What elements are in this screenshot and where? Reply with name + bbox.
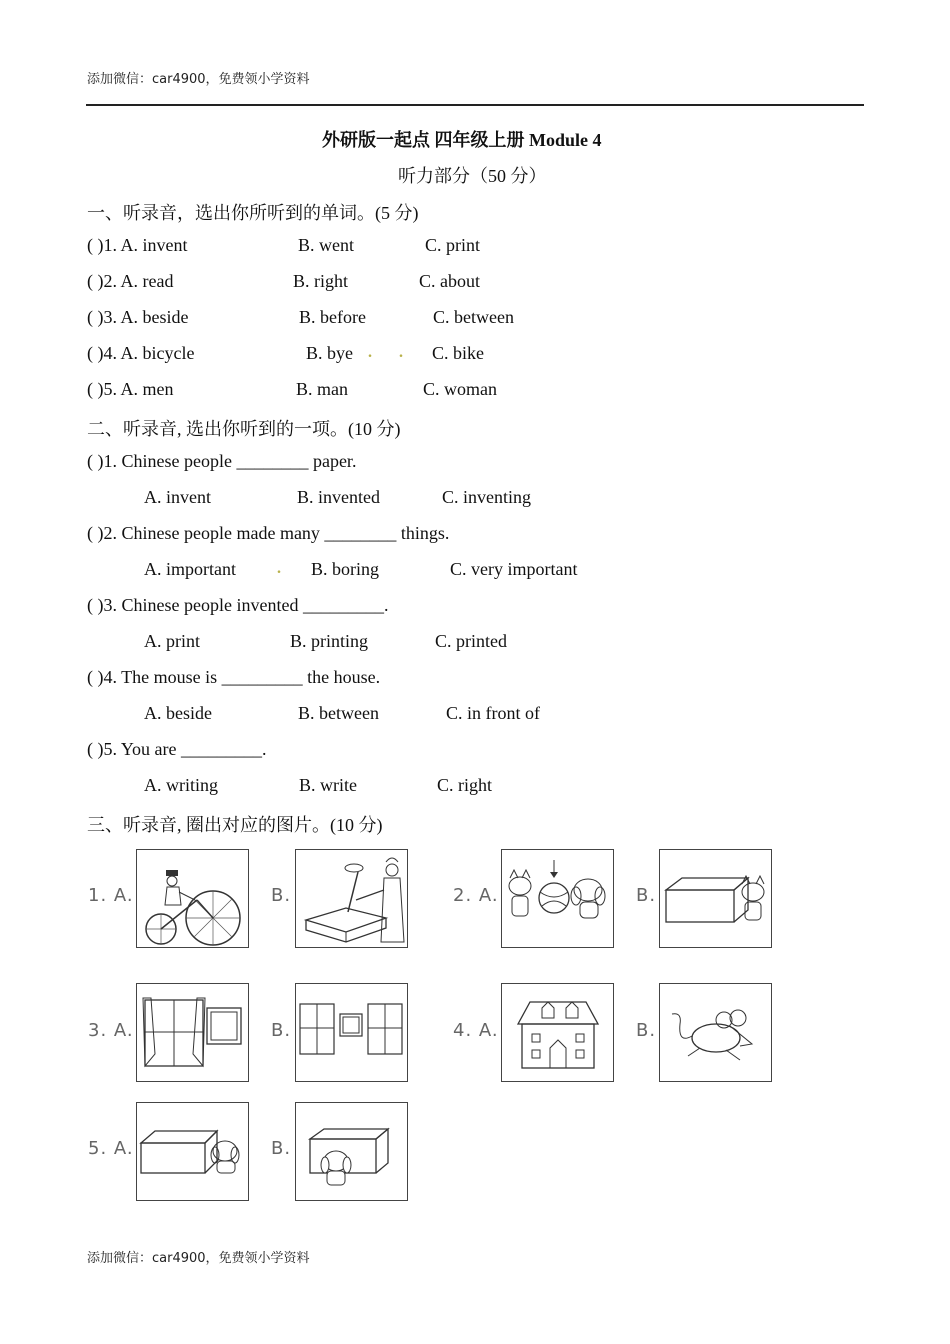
s2-q2-question: ( )2. Chinese people made many ________ things. (87, 523, 450, 543)
q1-b-label: B. (271, 885, 292, 906)
s2-q5-question: ( )5. You are _________. (87, 739, 267, 759)
s1-q1-b: B. went (298, 235, 354, 255)
s2-q3-c: C. printed (435, 631, 507, 651)
s2-q2-a: A. important (144, 559, 236, 579)
s2-q1-c: C. inventing (442, 487, 531, 507)
speck: . (368, 344, 372, 361)
q2-b-picture-cat-beside-box[interactable] (659, 849, 772, 948)
s2-q5-c: C. right (437, 775, 493, 795)
q4-b-picture-mouse[interactable] (659, 983, 772, 1082)
q5-b-label: B. (271, 1138, 292, 1159)
q1-a-picture-bicycle[interactable] (136, 849, 249, 948)
q3-a-picture-window[interactable] (136, 983, 249, 1082)
q4-b-label: B. (636, 1020, 657, 1041)
page-title: 外研版一起点 四年级上册 Module 4 (322, 130, 602, 150)
s2-q5-a: A. writing (144, 775, 218, 795)
s1-q3-a: ( )3. A. beside (87, 307, 189, 327)
s2-q5-b: B. write (299, 775, 357, 795)
q1-b-picture-papermaking[interactable] (295, 849, 408, 948)
speck: . (399, 344, 403, 361)
q2-a-picture-ball-between[interactable] (501, 849, 614, 948)
s2-q4-b: B. between (298, 703, 379, 723)
s2-q4-question: ( )4. The mouse is _________ the house. (87, 667, 381, 687)
q4-a-label: 4. A. (453, 1020, 499, 1041)
s2-q4-c: C. in front of (446, 703, 540, 723)
s1-q2-c: C. about (419, 271, 480, 291)
s1-q4-a: ( )4. A. bicycle (87, 343, 195, 363)
q5-a-picture-dog-beside-box[interactable] (136, 1102, 249, 1201)
s2-q1-question: ( )1. Chinese people ________ paper. (87, 451, 357, 471)
s1-q1-c: C. print (425, 235, 481, 255)
q3-a-label: 3. A. (88, 1020, 134, 1041)
s1-q3-c: C. between (433, 307, 514, 327)
q5-a-label: 5. A. (88, 1138, 134, 1159)
s1-q5-a: ( )5. A. men (87, 379, 174, 399)
s2-q3-question: ( )3. Chinese people invented _________. (87, 595, 389, 615)
header-divider (86, 104, 864, 106)
s1-q2-a: ( )2. A. read (87, 271, 174, 291)
section-3-heading: 三、听录音, 圈出对应的图片。(10 分) (87, 815, 383, 835)
speck: . (277, 560, 281, 577)
s2-q4-a: A. beside (144, 703, 212, 723)
q5-b-picture-dog-in-front-of-box[interactable] (295, 1102, 408, 1201)
s2-q1-a: A. invent (144, 487, 211, 507)
q2-b-label: B. (636, 885, 657, 906)
q3-b-label: B. (271, 1020, 292, 1041)
section-2-heading: 二、听录音, 选出你听到的一项。(10 分) (87, 419, 401, 439)
q3-b-picture-picture-between-windows[interactable] (295, 983, 408, 1082)
s2-q2-b: B. boring (311, 559, 380, 579)
s1-q2-b: B. right (293, 271, 349, 291)
q4-a-picture-house[interactable] (501, 983, 614, 1082)
q1-a-label: 1. A. (88, 885, 134, 906)
section-1-heading: 一、听录音，选出你所听到的单词。(5 分) (87, 203, 419, 223)
s1-q4-c: C. bike (432, 343, 484, 363)
s1-q4-b: B. bye (306, 343, 353, 363)
s1-q5-c: C. woman (423, 379, 497, 399)
s1-q3-b: B. before (299, 307, 366, 327)
footer-note: 添加微信：car4900，免费领小学资料 (87, 1251, 310, 1266)
s1-q5-b: B. man (296, 379, 348, 399)
header-note: 添加微信：car4900，免费领小学资料 (87, 72, 310, 87)
s2-q1-b: B. invented (297, 487, 380, 507)
s2-q3-a: A. print (144, 631, 200, 651)
s1-q1-a: ( )1. A. invent (87, 235, 188, 255)
page-subtitle: 听力部分（50 分） (398, 166, 547, 186)
s2-q2-c: C. very important (450, 559, 578, 579)
q2-a-label: 2. A. (453, 885, 499, 906)
s2-q3-b: B. printing (290, 631, 369, 651)
